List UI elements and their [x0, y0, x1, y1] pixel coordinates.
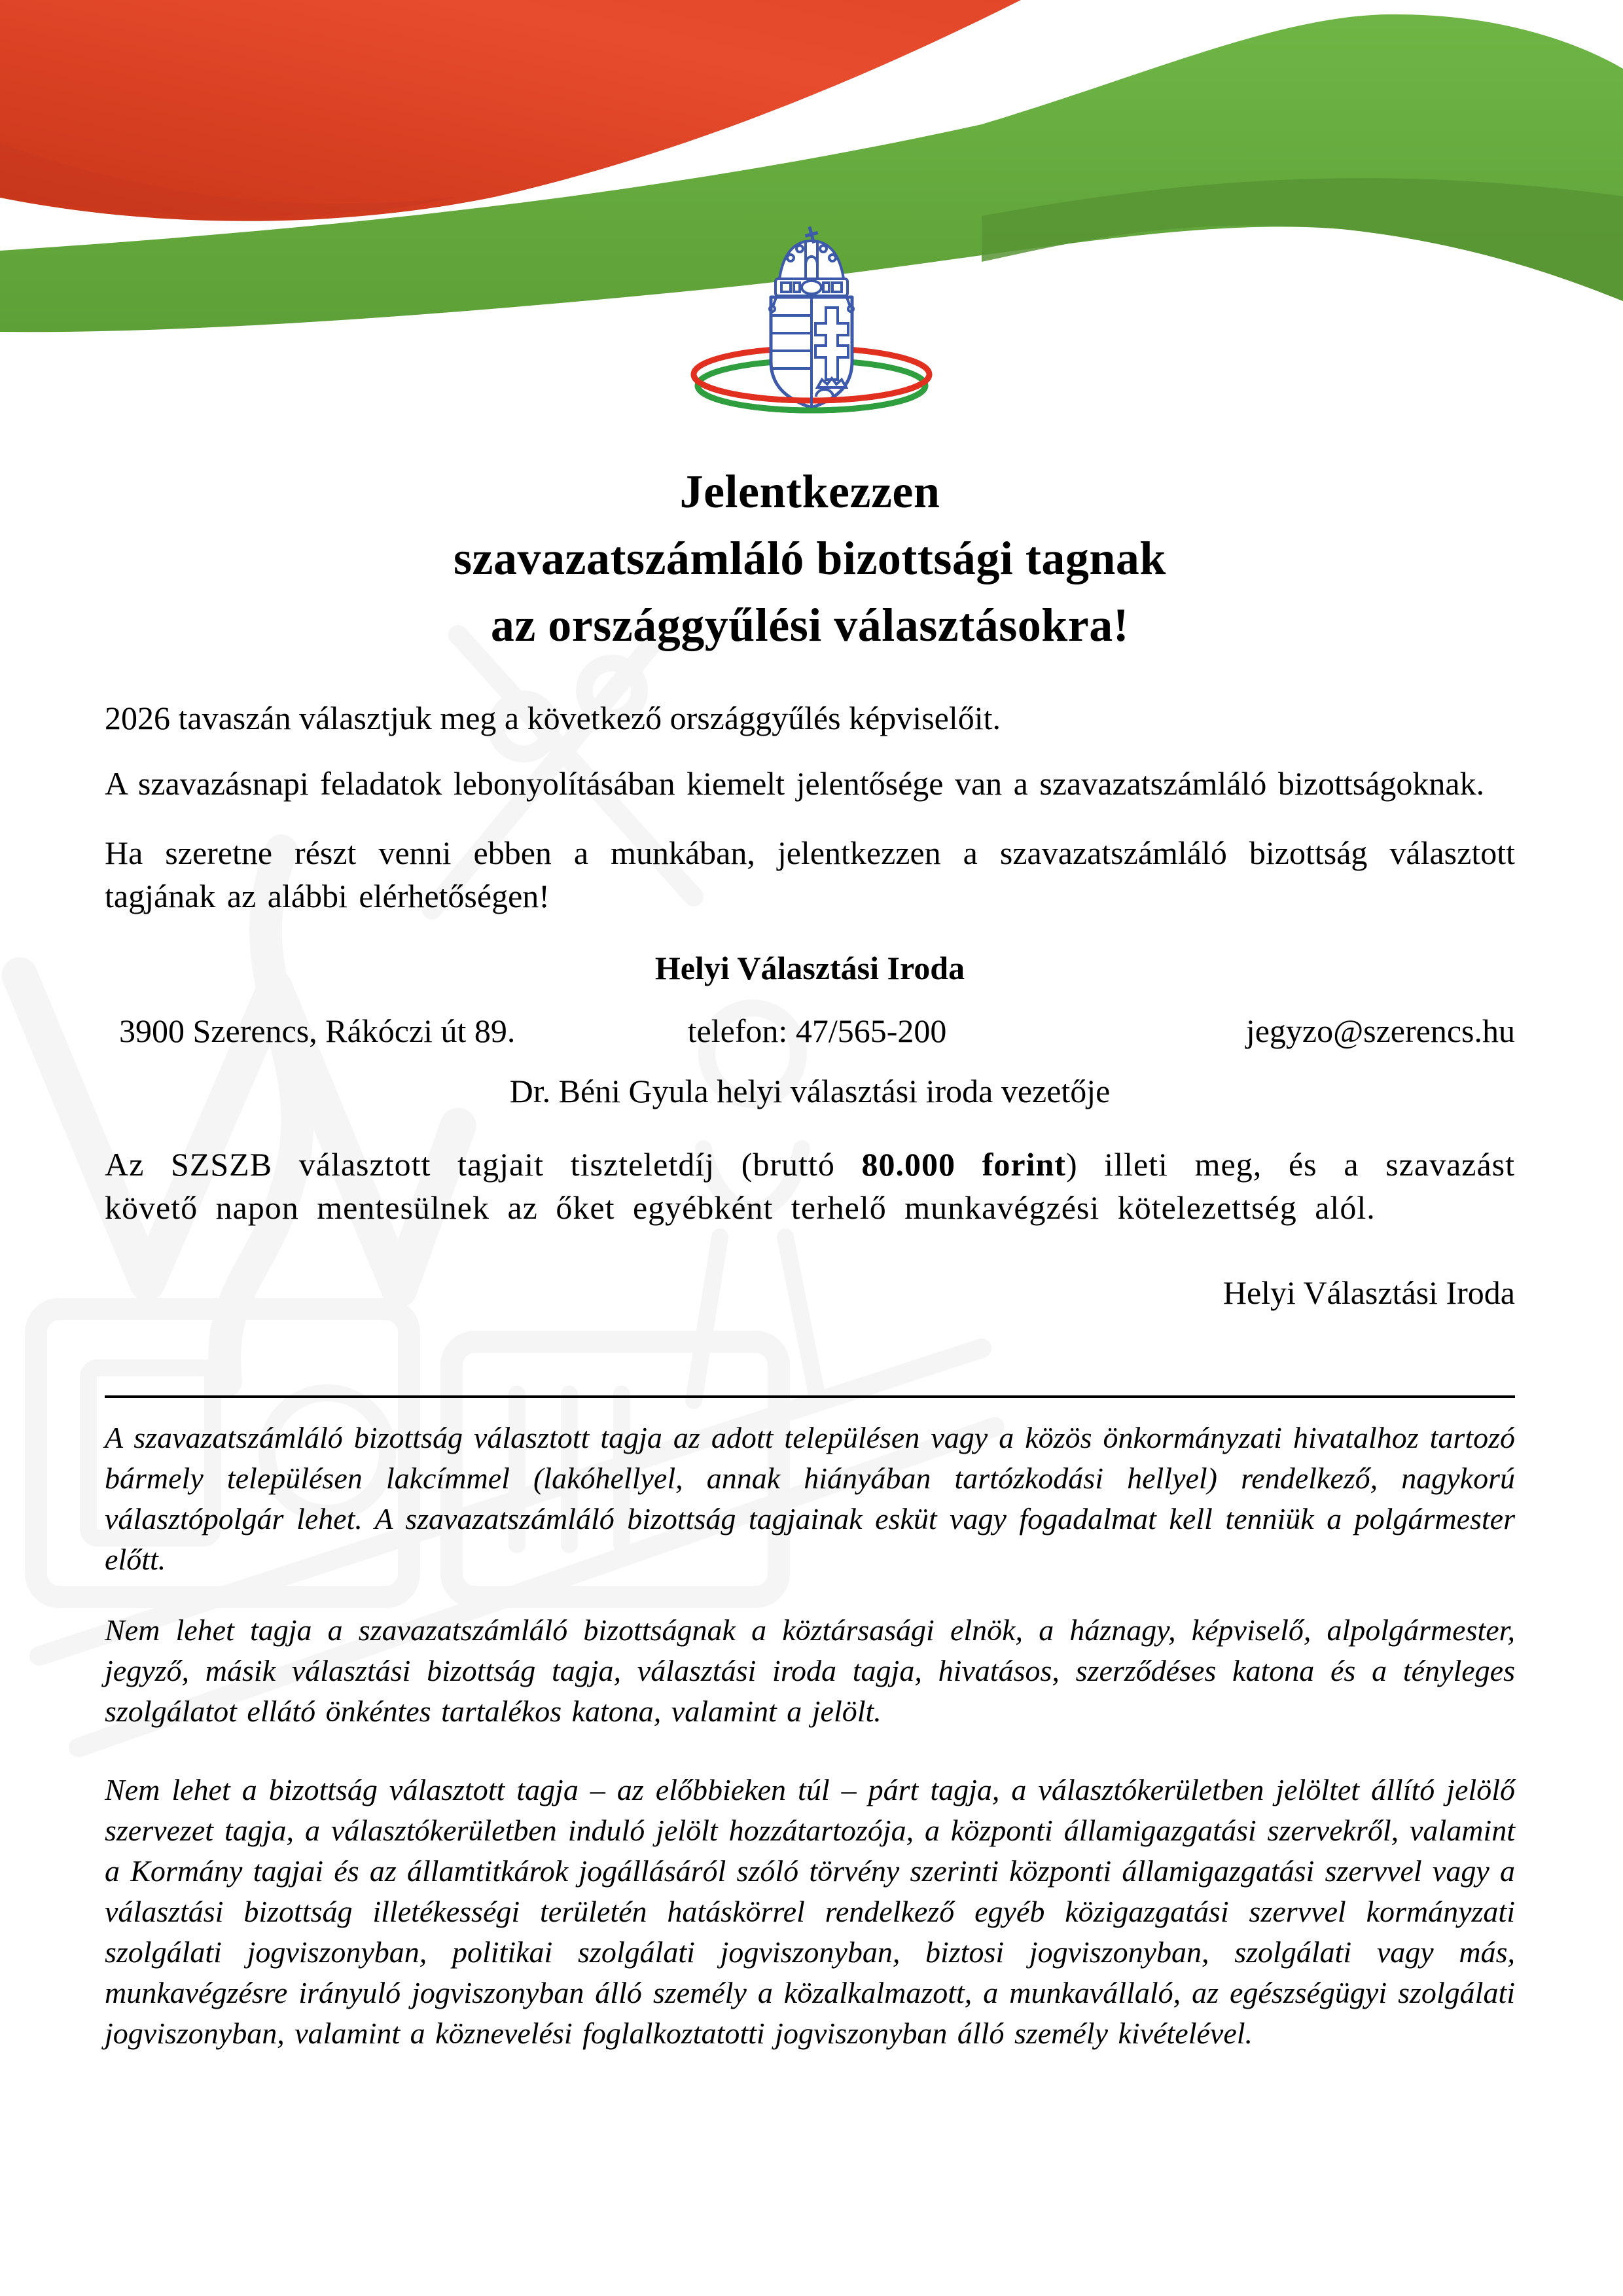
office-leader: Dr. Béni Gyula helyi választási iroda vezetője [509, 1073, 1111, 1109]
office-email: jegyzo@szerencs.hu [1245, 1013, 1515, 1049]
title-line-3: az országgyűlési választásokra! [490, 599, 1130, 651]
honorarium-text-before: Az SZSZB választott tagjait tiszteletdíj (bruttó [105, 1146, 862, 1183]
honorarium-paragraph [105, 1143, 1515, 1229]
intro-paragraph-3: Ha szeretne részt venni ebben a munkában, jelentkezzen a szavazatszámláló bizottság választott tagjának az alábbi elérhetőségen! [105, 834, 1515, 914]
office-address: 3900 Szerencs, Rákóczi út 89. [119, 1013, 516, 1049]
footnote-divider [105, 1395, 1515, 1398]
legal-paragraph-2: Nem lehet tagja a szavazatszámláló bizottságnak a köztársasági elnök, a háznagy, képviselő, alpolgármester, jegyző, másik választási bizottság tagja, választási iroda tagja, hivatásos, szerződéses katona és a tényleges szolgálatot ellátó önkéntes tartalékos katona, valamint a jelölt. [105, 1613, 1515, 1728]
legal-paragraph-3: Nem lehet a bizottság választott tagja – az előbbieken túl – párt tagja, a választókerületben jelöltet állító jelölő szervezet tagja, a választókerületben induló jelölt hozzátartozója, a központi államigazgatási szervekről, valamint a Kormány tagjai és az államtitkárok jogállásáról szóló törvény szerinti központi államigazgatási szervvel vagy a választási bizottság illetékességi területén hatáskörrel rendelkező egyéb közigazgatási szervvel kormányzati szolgálati jogviszonyban, politikai szolgálati jogviszonyban, biztosi jogviszonyban, szolgálati vagy más, munkavégzésre irányuló jogviszonyban álló személy a közalkalmazott, a munkavállaló, az egészségügyi szolgálati jogviszonyban, valamint a köznevelési foglalkoztatotti jogviszonyban álló személy kivételével. [105, 1773, 1515, 2050]
intro-paragraph-2: A szavazásnapi feladatok lebonyolításában kiemelt jelentősége van a szavazatszámláló bizottságoknak. [105, 765, 1485, 802]
title-line-1: Jelentkezzen [679, 465, 940, 518]
intro-paragraph-1: 2026 tavaszán választjuk meg a következő országgyűlés képviselőit. [105, 700, 1001, 736]
honorarium-text-after: ) illeti meg, és a szavazást követő napon mentesülnek az őket egyébként terhelő munkavégzési kötelezettség alól. [105, 1146, 1515, 1226]
office-heading: Helyi Választási Iroda [654, 950, 965, 986]
page-title [105, 458, 1515, 658]
legal-paragraph-1: A szavazatszámláló bizottság választott tagja az adott településen vagy a közös önkormányzati hivatalhoz tartozó bármely településen lakcímmel (lakóhellyel, annak hiányában tartózkodási hellyel) rendelkező, nagykorú választópolgár lehet. A szavazatszámláló bizottság tagjainak esküt vagy fogadalmat kell tenniük a polgármester előtt. [105, 1421, 1515, 1576]
title-line-2: szavazatszámláló bizottsági tagnak [454, 532, 1166, 584]
honorarium-amount: 80.000 forint [861, 1146, 1066, 1183]
signature: Helyi Választási Iroda [1222, 1274, 1515, 1311]
contact-row [105, 1009, 1515, 1052]
office-phone: telefon: 47/565-200 [687, 1013, 947, 1049]
